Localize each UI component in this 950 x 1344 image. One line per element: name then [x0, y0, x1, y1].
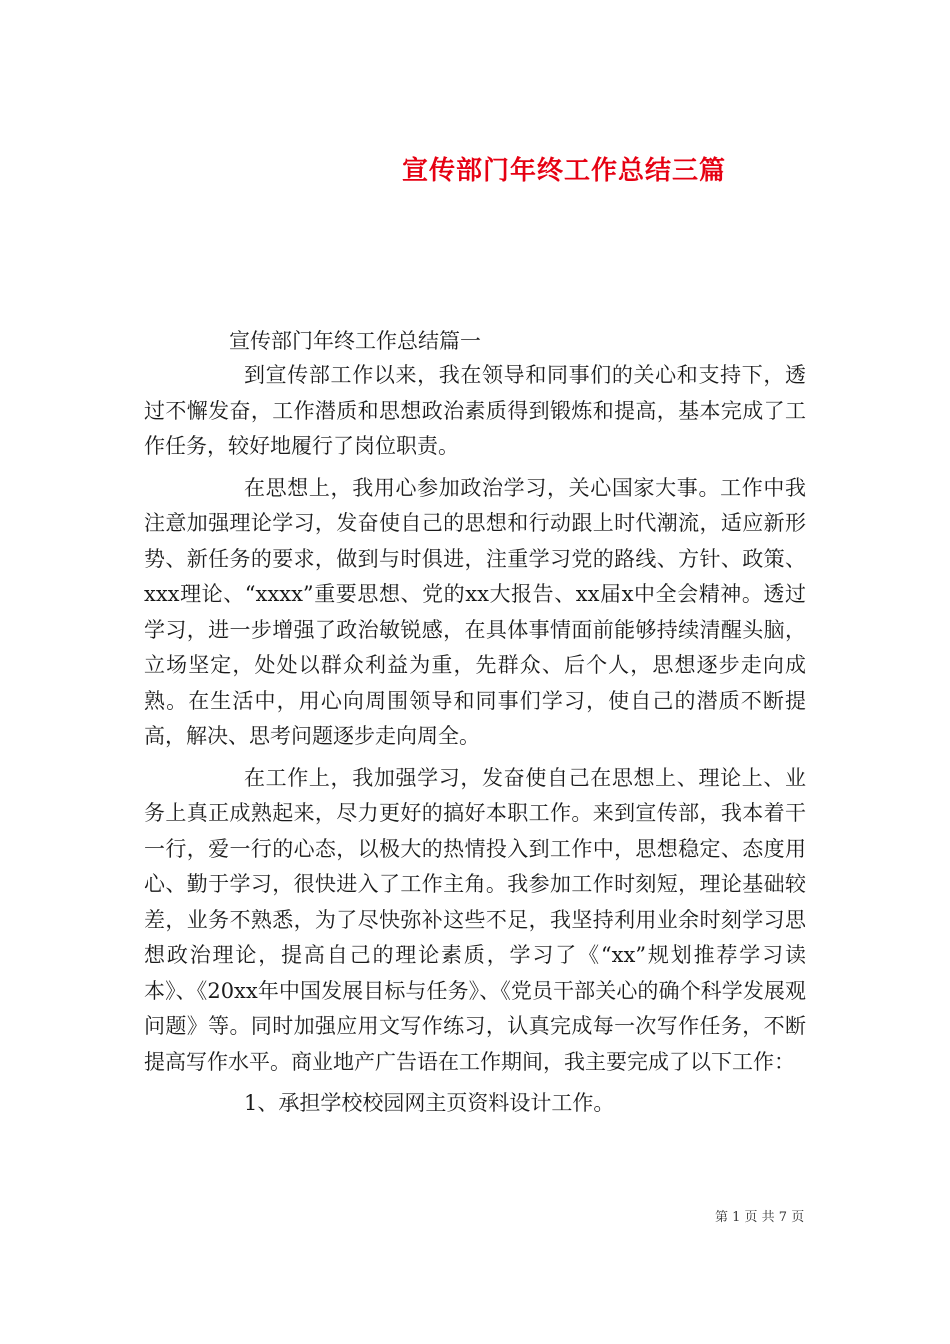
paragraph-3: 在工作上，我加强学习，发奋使自己在思想上、理论上、业务上真正成熟起来，尽力更好的搞好本职工作。来到宣传部，我本着干一行，爱一行的心态，以极大的热情投入到工作中，思想稳定、态度用心、勤于学习，很快进入了工作主角。我参加工作时刻短，理论基础较差，业务不熟悉，为了尽快弥补这些不足，我坚持利用业余时刻学习思想政治理论，提高自己的理论素质，学习了《“xx”规划推荐学习读本》、《20xx年中国发展目标与任务》、《党员干部关心的确个科学发展观问题》等。同时加强应用文写作练习，认真完成每一次写作任务，不断提高写作水平。商业地产广告语在工作期间，我主要完成了以下工作： — [144, 765, 806, 1074]
section-heading: 宣传部门年终工作总结篇一 — [229, 329, 481, 353]
paragraph-1: 到宣传部工作以来，我在领导和同事们的关心和支持下，透过不懈发奋，工作潜质和思想政治素质得到锻炼和提高，基本完成了工作任务，较好地履行了岗位职责。 — [144, 363, 806, 458]
document-body — [144, 358, 806, 1122]
paragraph-2: 在思想上，我用心参加政治学习，关心国家大事。工作中我注意加强理论学习，发奋使自己的思想和行动跟上时代潮流，适应新形势、新任务的要求，做到与时俱进，注重学习党的路线、方针、政策、xxx理论、“xxxx”重要思想、党的xx大报告、xx届x中全会精神。透过学习，进一步增强了政治敏锐感，在具体事情面前能够持续清醒头脑，立场坚定，处处以群众利益为重，先群众、后个人，思想逐步走向成熟。在生活中，用心向周围领导和同事们学习，使自己的潜质不断提高，解决、思考问题逐步走向周全。 — [144, 475, 806, 748]
document-title: 宣传部门年终工作总结三篇 — [401, 156, 726, 187]
page-number-footer: 第 1 页 共 7 页 — [715, 1210, 805, 1225]
list-item: 1、承担学校校园网主页资料设计工作。 — [244, 1091, 615, 1115]
